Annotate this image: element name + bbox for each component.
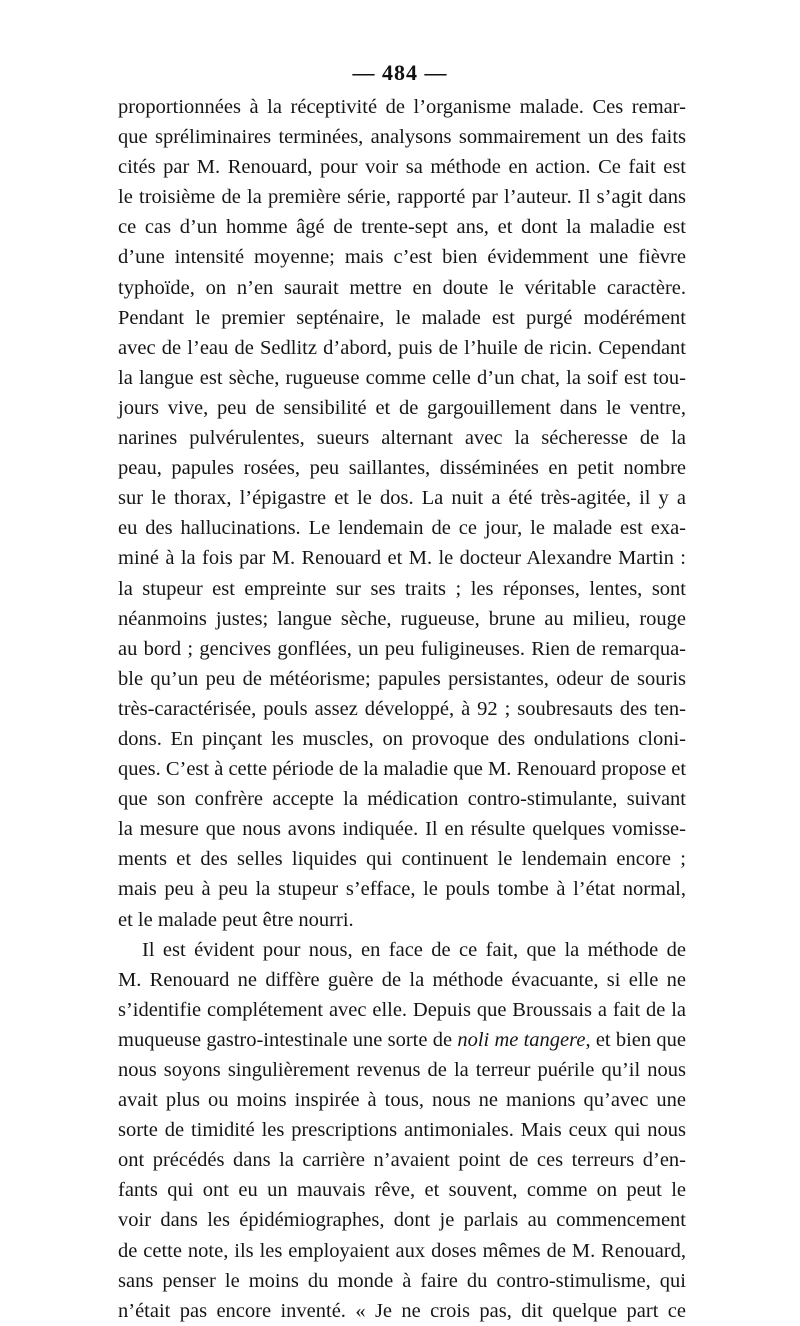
text-line: fants qui ont eu un mauvais rêve, et souvent, comme on peut le xyxy=(118,1179,686,1202)
text-line: que spréliminaires terminées, analysons sommairement un des faits xyxy=(118,126,686,149)
text-line: narines pulvérulentes, sueurs alternant avec la sécheresse de la xyxy=(118,427,686,450)
text-line: sorte de timidité les prescriptions antimoniales. Mais ceux qui nous xyxy=(118,1119,686,1142)
text-line: sur le thorax, l’épigastre et le dos. La nuit a été très-agitée, il y a xyxy=(118,487,686,510)
text-line: nous soyons singulièrement revenus de la terreur puérile qu’il nous xyxy=(118,1059,686,1081)
text-line: typhoïde, on n’en saurait mettre en doute le véritable caractère. xyxy=(118,276,686,299)
text-line: avec de l’eau de Sedlitz d’abord, puis de l’huile de ricin. Cependant xyxy=(118,336,686,359)
text-line: ments et des selles liquides qui continuent le lendemain encore ; xyxy=(118,848,686,871)
text-line: ont précédés dans la carrière n’avaient point de ces terreurs d’en- xyxy=(118,1149,686,1172)
italic-phrase: noli me tangere xyxy=(457,1028,586,1051)
text-line: avait plus ou moins inspirée à tous, nous ne manions qu’avec une xyxy=(118,1089,686,1112)
text-line: et le malade peut être nourri. xyxy=(118,908,354,931)
text-line: miné à la fois par M. Renouard et M. le docteur Alexandre Martin : xyxy=(118,547,686,570)
text-line: n’était pas encore inventé. « Je ne crois pas, dit quelque part ce xyxy=(118,1299,686,1322)
text-segment: , et bien que xyxy=(585,1028,686,1051)
text-line: très-caractérisée, pouls assez développé, à 92 ; soubresauts des ten- xyxy=(118,697,686,720)
text-line: le troisième de la première série, rapporté par l’auteur. Il s’agit dans xyxy=(118,186,686,209)
text-line: Il est évident pour nous, en face de ce fait, que la méthode de xyxy=(142,938,686,961)
text-line: ce cas d’un homme âgé de trente-sept ans, et dont la maladie est xyxy=(118,216,686,239)
text-line: néanmoins justes; langue sèche, rugueuse, brune au milieu, rouge xyxy=(118,607,686,630)
text-line: s’identifie complétement avec elle. Depuis que Broussais a fait de la xyxy=(118,998,686,1021)
text-line: ble qu’un peu de météorisme; papules persistantes, odeur de souris xyxy=(118,667,686,690)
body-text xyxy=(118,92,686,1326)
text-line: Pendant le premier septénaire, le malade est purgé modérément xyxy=(118,306,686,329)
text-line: peau, papules rosées, peu saillantes, disséminées en petit nombre xyxy=(118,457,686,480)
text-line: dons. En pinçant les muscles, on provoque des ondulations cloni- xyxy=(118,727,686,750)
page-number: — 484 — xyxy=(352,60,448,85)
text-line: de cette note, ils les employaient aux doses mêmes de M. Renouard, xyxy=(118,1239,686,1262)
text-line: voir dans les épidémiographes, dont je parlais au commencement xyxy=(118,1209,686,1232)
text-line: que son confrère accepte la médication contro-stimulante, suivant xyxy=(118,788,686,811)
text-line: jours vive, peu de sensibilité et de gargouillement dans le ventre, xyxy=(118,396,686,419)
text-line: eu des hallucinations. Le lendemain de ce jour, le malade est exa- xyxy=(118,517,686,540)
text-line: au bord ; gencives gonflées, un peu fuligineuses. Rien de remarqua- xyxy=(118,637,686,660)
text-line: mais peu à peu la stupeur s’efface, le pouls tombe à l’état normal, xyxy=(118,878,686,901)
text-line: proportionnées à la réceptivité de l’organisme malade. Ces remar- xyxy=(118,96,686,118)
text-line-with-italic xyxy=(118,1025,686,1055)
text-line: cités par M. Renouard, pour voir sa méthode en action. Ce fait est xyxy=(118,156,686,179)
text-line: d’une intensité moyenne; mais c’est bien évidemment une fièvre xyxy=(118,246,686,269)
text-segment: muqueuse gastro-intestinale une sorte de xyxy=(118,1028,458,1051)
text-line: ques. C’est à cette période de la maladie que M. Renouard propose et xyxy=(118,758,687,781)
text-line: la stupeur est empreinte sur ses traits ; les réponses, lentes, sont xyxy=(118,577,686,600)
text-line: sans penser le moins du monde à faire du contro-stimulisme, qui xyxy=(118,1269,686,1292)
text-line: M. Renouard ne diffère guère de la méthode évacuante, si elle ne xyxy=(118,968,686,991)
text-line: la langue est sèche, rugueuse comme celle d’un chat, la soif est tou- xyxy=(118,366,686,389)
text-line: la mesure que nous avons indiquée. Il en résulte quelques vomisse- xyxy=(118,818,686,841)
